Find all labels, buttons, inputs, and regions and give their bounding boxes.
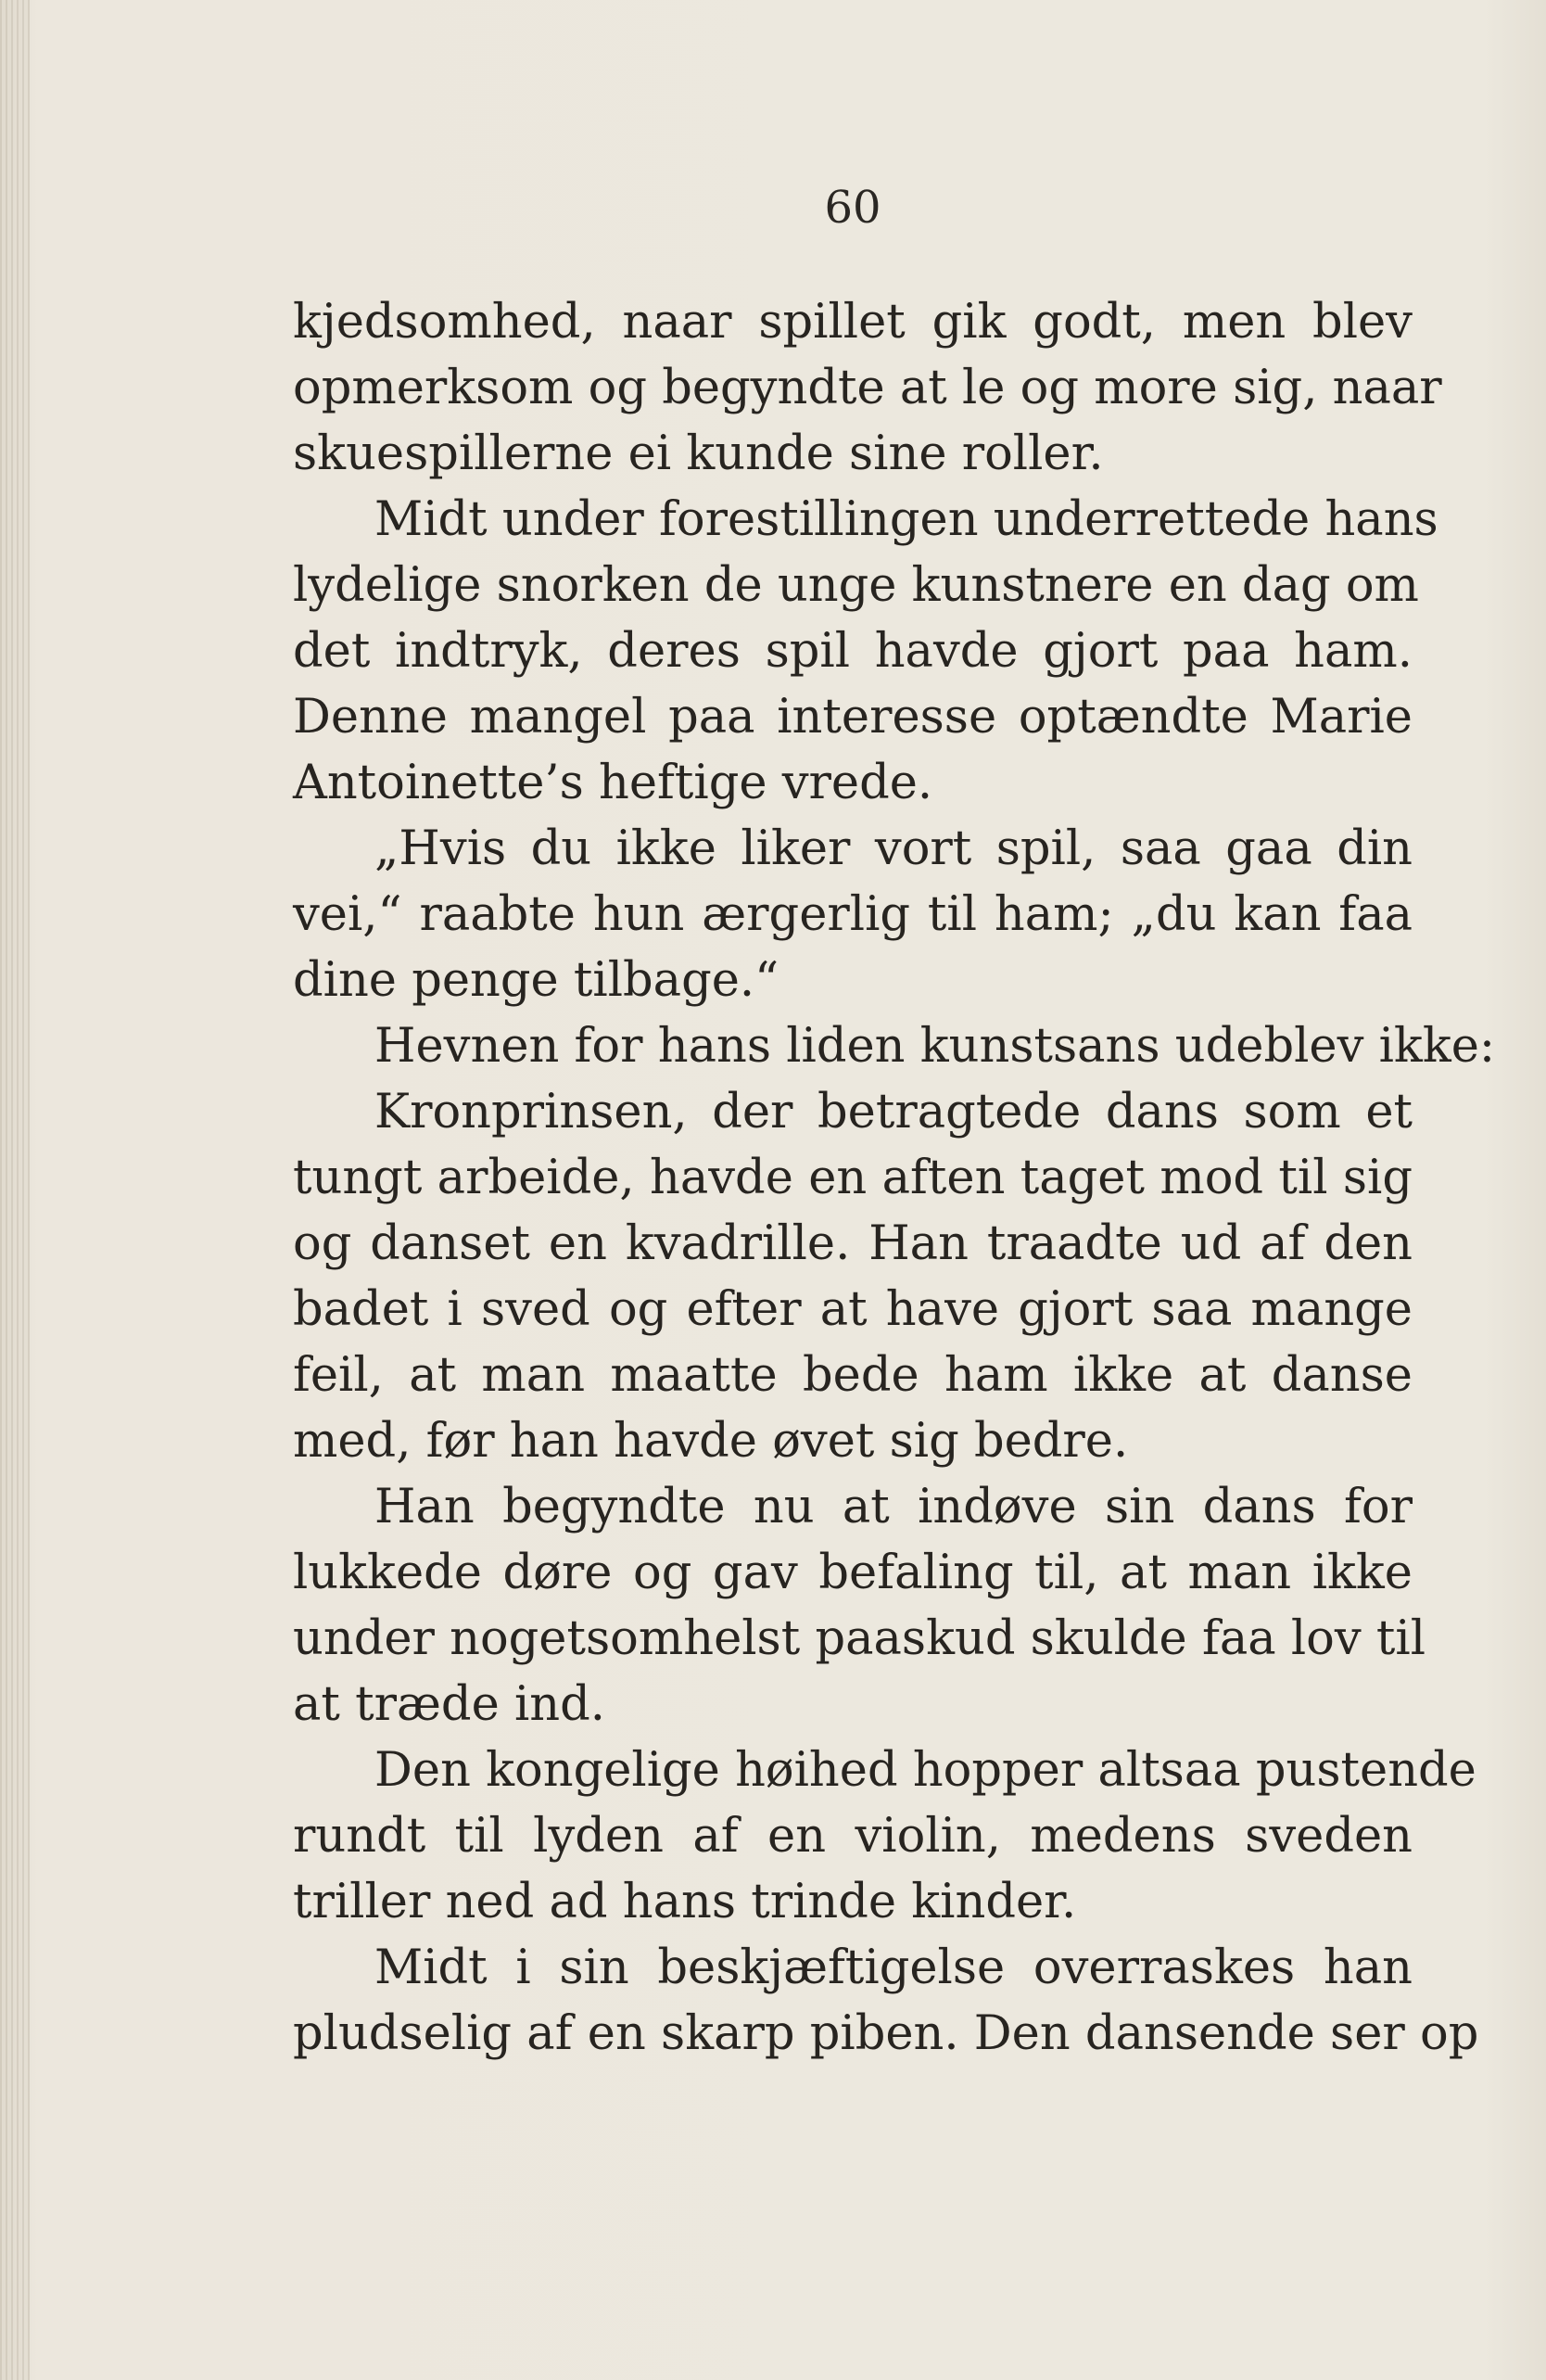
text-line: og danset en kvadrille. Han traadte ud af den — [293, 1216, 1413, 1271]
text-line: Midt i sin beskjæftigelse overraskes han — [374, 1941, 1413, 1995]
text-line: pludselig af en skarp piben. Den dansende ser op — [293, 2006, 1479, 2061]
text-line: det indtryk, deres spil havde gjort paa ham. — [293, 624, 1413, 679]
text-line: at træde ind. — [293, 1677, 605, 1732]
text-line: kjedsomhed, naar spillet gik godt, men blev — [293, 295, 1413, 350]
text-line: lukkede døre og gav befaling til, at man ikke — [293, 1546, 1413, 1600]
text-line: dine penge tilbage.“ — [293, 953, 779, 1008]
text-line: Midt under forestillingen underrettede hans — [374, 492, 1438, 547]
text-line: Hevnen for hans liden kunstsans udeblev ikke: — [374, 1019, 1496, 1074]
text-line: feil, at man maatte bede ham ikke at danse — [293, 1348, 1413, 1403]
text-line: tungt arbeide, havde en aften taget mod til sig — [293, 1151, 1413, 1205]
text-line: „Hvis du ikke liker vort spil, saa gaa din — [374, 821, 1413, 876]
text-line: Han begyndte nu at indøve sin dans for — [374, 1480, 1413, 1534]
text-line: Den kongelige høihed hopper altsaa pustende — [374, 1743, 1476, 1798]
text-line: opmerksom og begyndte at le og more sig, naar — [293, 361, 1442, 415]
text-line: triller ned ad hans trinde kinder. — [293, 1875, 1077, 1929]
text-line: vei,“ raabte hun ærgerlig til ham; „du kan faa — [293, 887, 1413, 942]
body-text — [293, 289, 1496, 2067]
text-line: med, før han havde øvet sig bedre. — [293, 1414, 1129, 1469]
text-line: under nogetsomhelst paaskud skulde faa lov til — [293, 1611, 1426, 1666]
text-line: Antoinette’s heftige vrede. — [293, 756, 933, 810]
text-line: rundt til lyden af en violin, medens sveden — [293, 1809, 1413, 1864]
text-line: Denne mangel paa interesse optændte Marie — [293, 690, 1413, 745]
page-number: 60 — [824, 182, 881, 234]
text-line: skuespillerne ei kunde sine roller. — [293, 426, 1104, 481]
binding-edge — [0, 0, 30, 2380]
text-line: badet i sved og efter at have gjort saa mange — [293, 1282, 1413, 1337]
text-line: lydelige snorken de unge kunstnere en dag om — [293, 558, 1419, 613]
text-line: Kronprinsen, der betragtede dans som et — [374, 1085, 1413, 1139]
